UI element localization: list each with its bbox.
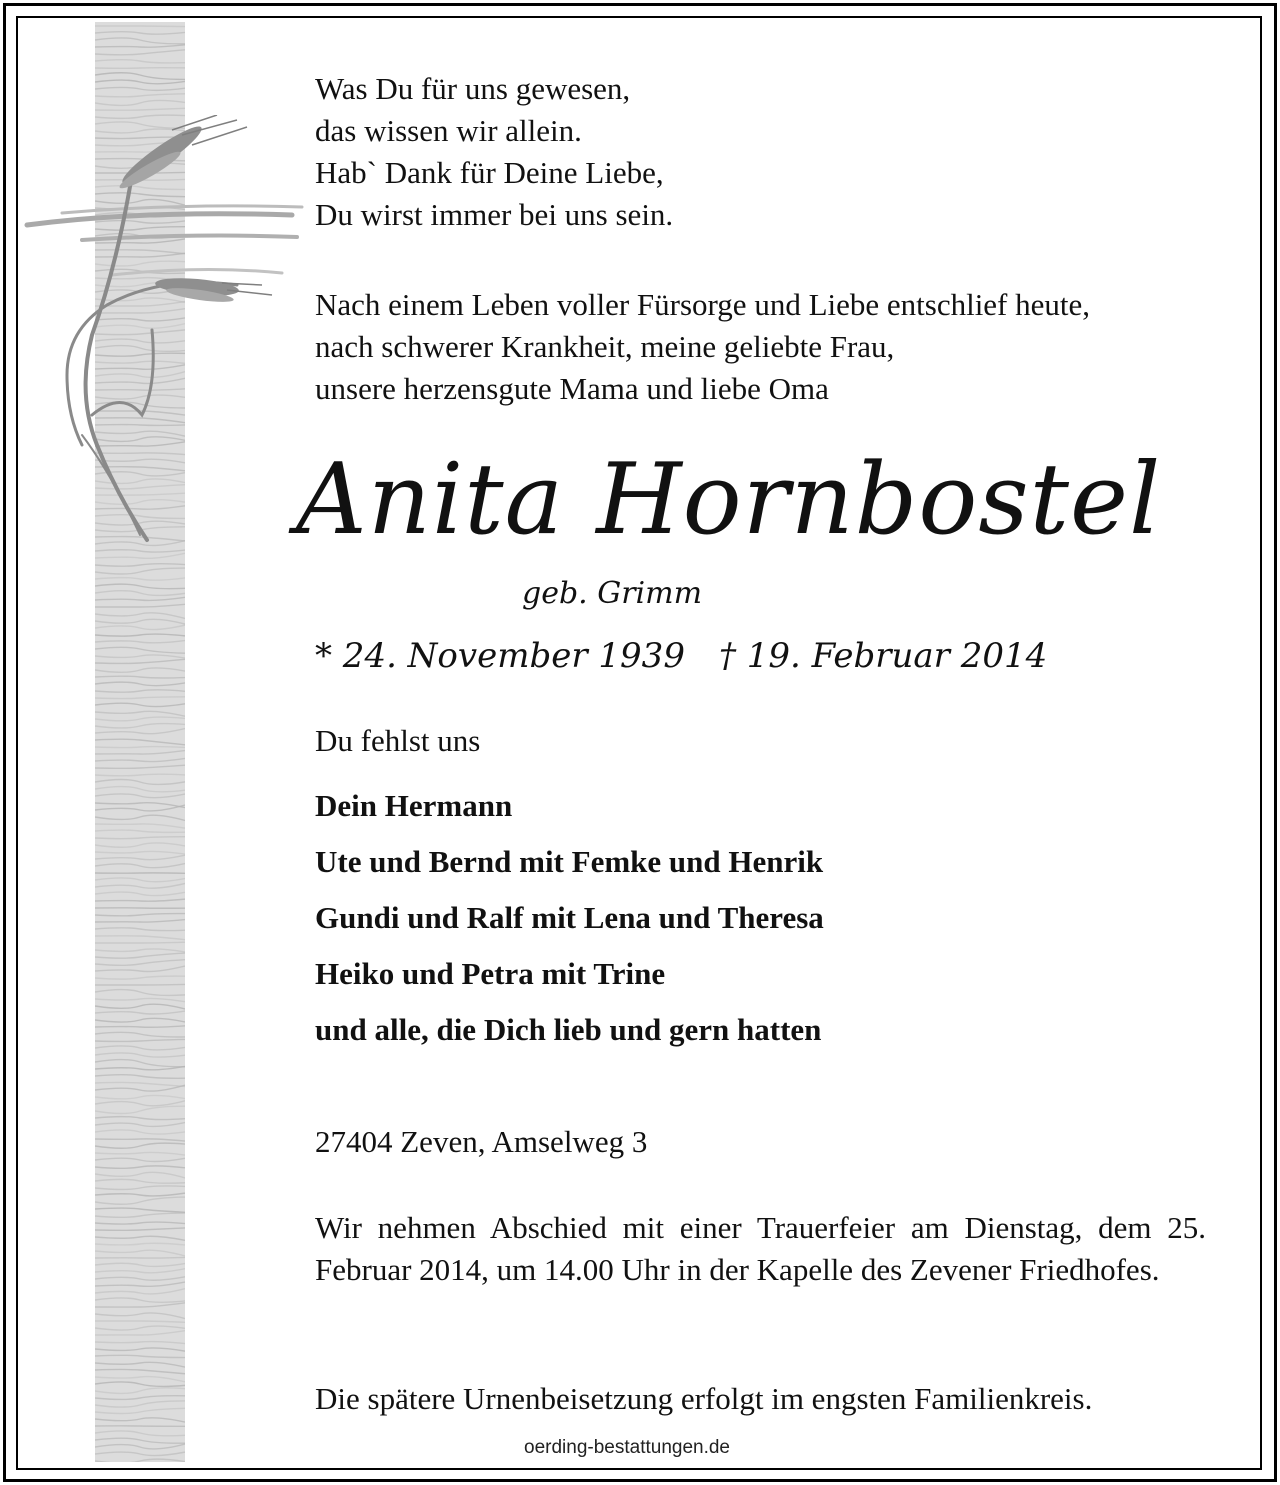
family-list [315,784,824,1064]
intro-line: unsere herzensgute Mama und liebe Oma [315,371,829,406]
family-member: und alle, die Dich lieb und gern hatten [315,1012,822,1047]
intro-line: Nach einem Leben voller Fürsorge und Liebe entschlief heute, [315,287,1091,322]
wheat-icon [22,115,312,555]
life-dates [315,634,1047,678]
birth-date: * 24. November 1939 [315,636,685,676]
death-date: † 19. Februar 2014 [718,636,1048,676]
intro-line: nach schwerer Krankheit, meine geliebte Frau, [315,329,895,364]
deceased-name: Anita Hornbostel [296,443,1162,557]
poem-line: das wissen wir allein. [315,113,582,148]
miss-text: Du fehlst uns [315,723,481,758]
family-member: Ute und Bernd mit Femke und Henrik [315,844,824,879]
ceremony-text: Wir nehmen Abschied mit einer Trauerfeier am Dienstag, dem 25. Februar 2014, um 14.00 Uhr in der Kapelle des Zevener Friedhofes. [315,1210,1206,1287]
family-member: Heiko und Petra mit Trine [315,956,666,991]
family-member: Dein Hermann [315,788,513,823]
poem-line: Was Du für uns gewesen, [315,71,631,106]
poem-line: Du wirst immer bei uns sein. [315,197,674,232]
urn-burial-text: Die spätere Urnenbeisetzung erfolgt im engsten Familienkreis. [315,1381,1093,1416]
maiden-name: geb. Grimm [522,576,703,611]
family-member: Gundi und Ralf mit Lena und Theresa [315,900,824,935]
address: 27404 Zeven, Amselweg 3 [315,1124,648,1159]
footer-website: oerding-bestattungen.de [524,1437,730,1458]
poem [315,68,673,236]
intro-text [315,284,1090,410]
poem-line: Hab` Dank für Deine Liebe, [315,155,664,190]
